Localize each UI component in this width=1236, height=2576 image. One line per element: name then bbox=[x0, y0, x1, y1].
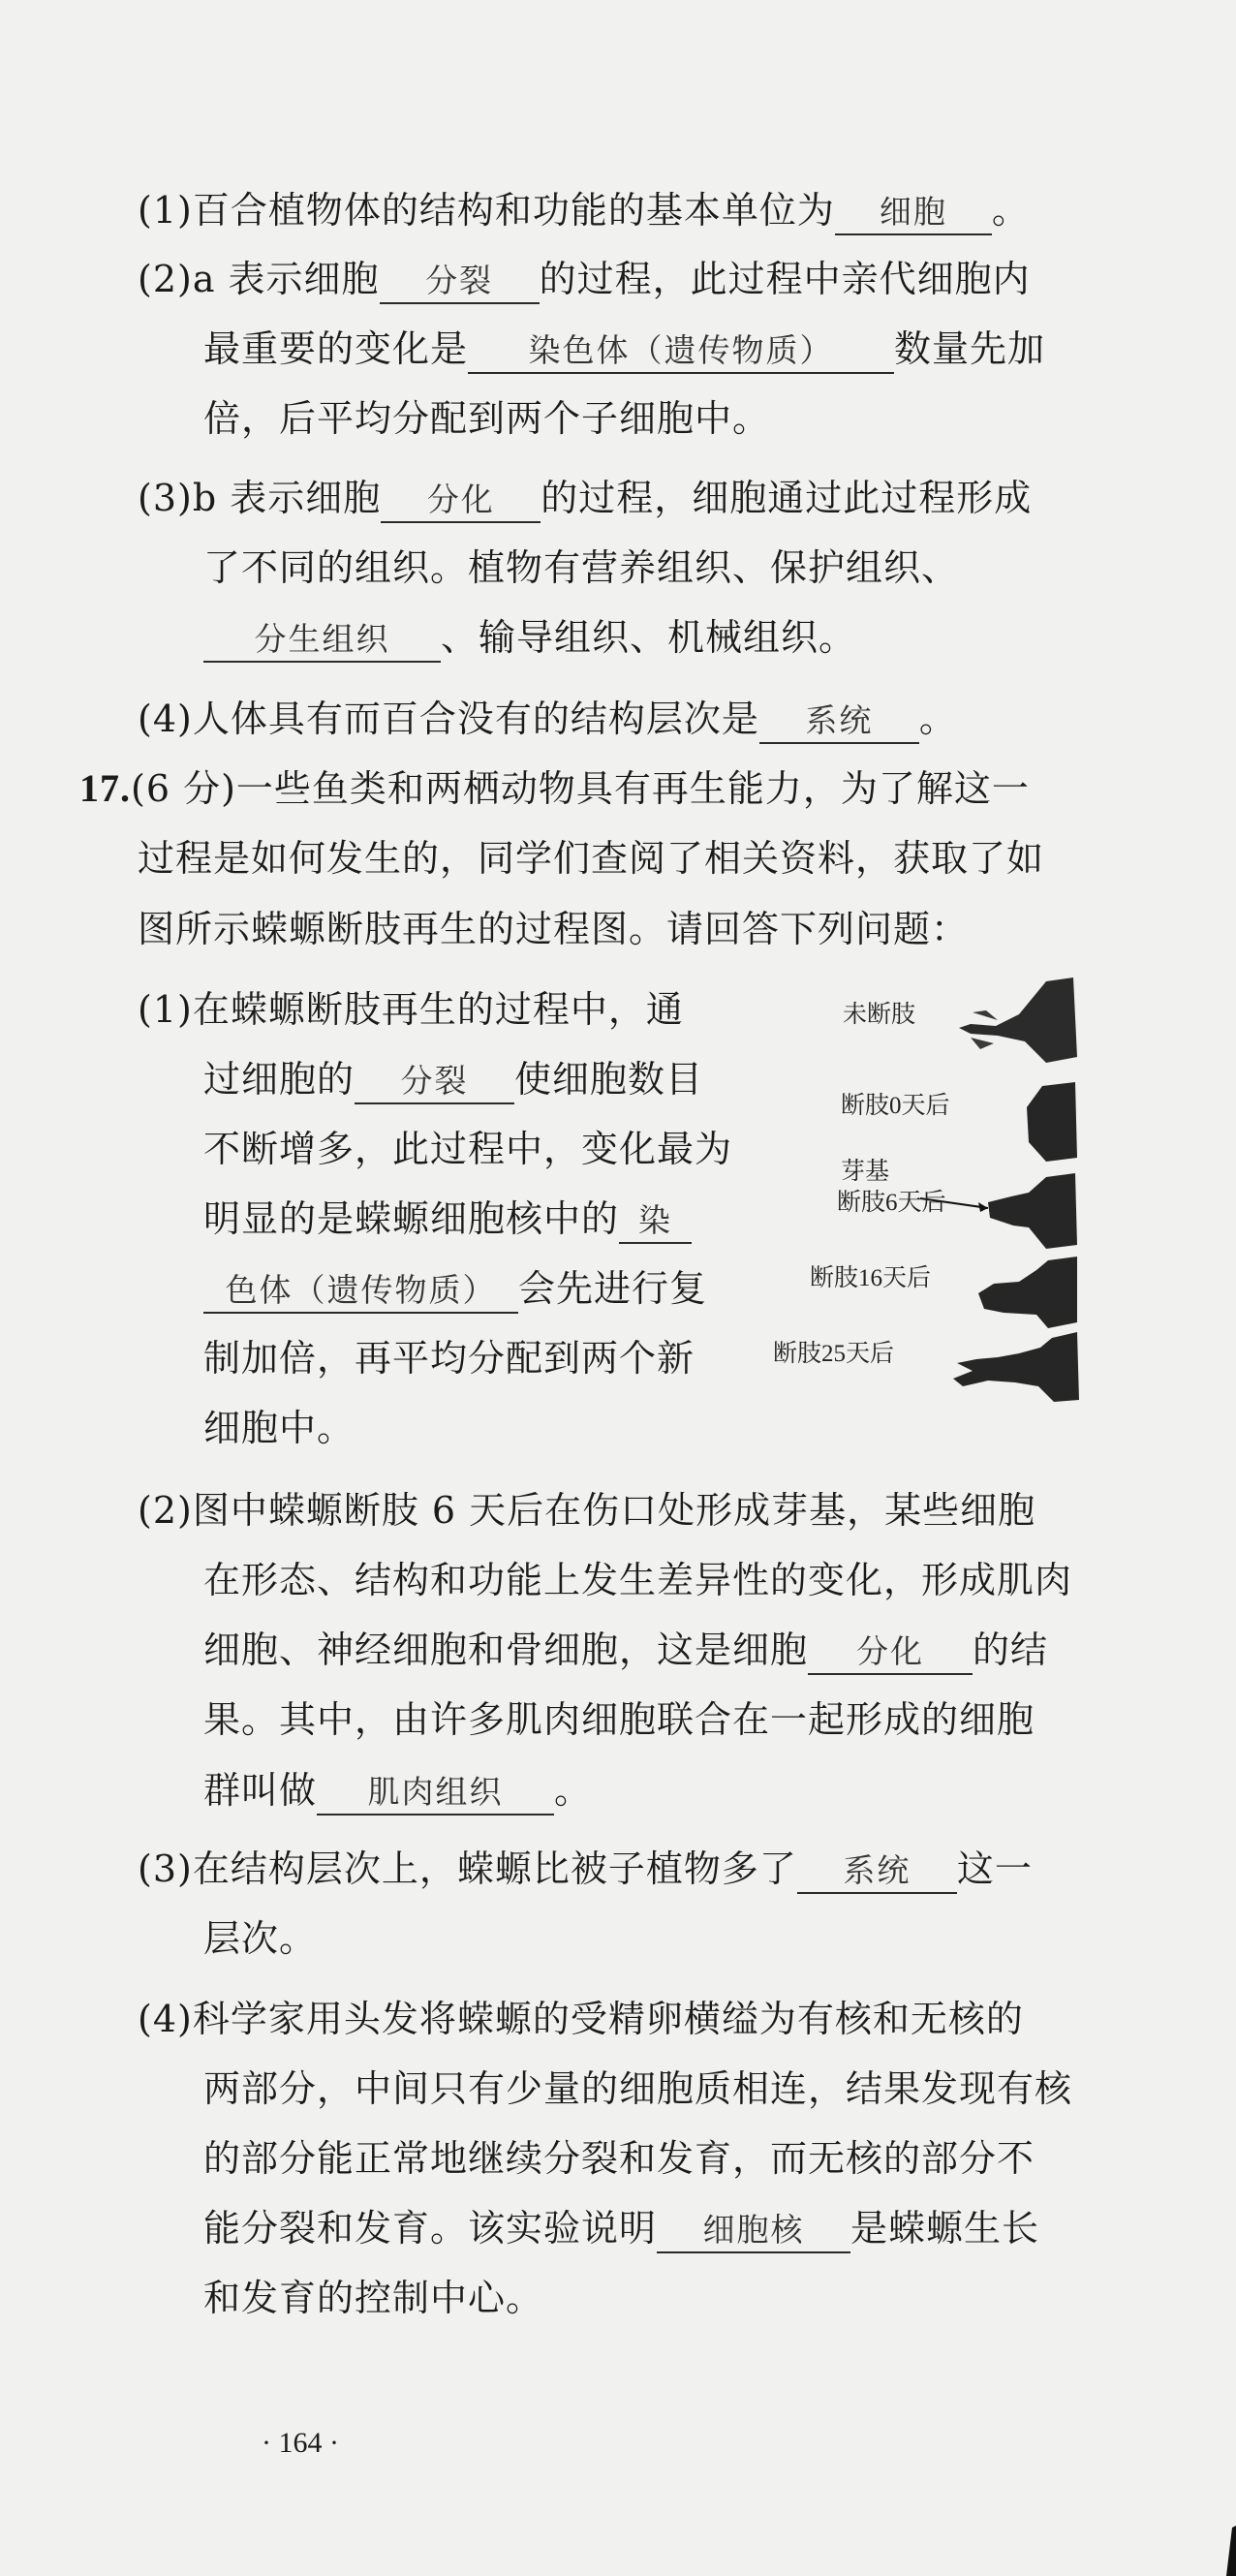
limb-regeneration-figure bbox=[765, 974, 1085, 1405]
figure-label-intact: 未断肢 bbox=[843, 1002, 916, 1028]
q17-4-line4 bbox=[203, 2205, 1039, 2253]
page-number: · 164 · bbox=[262, 2427, 339, 2459]
q17-3-line1 bbox=[138, 1846, 1033, 1894]
q17-3-line2: 层次。 bbox=[203, 1917, 318, 1960]
q17-3-text-b: 这一 bbox=[956, 1847, 1033, 1890]
q17-intro-line1 bbox=[79, 765, 1030, 812]
q17-4-answer: 细胞核 bbox=[657, 2209, 850, 2253]
q17-3-text-a: (3)在结构层次上，蝾螈比被子植物多了 bbox=[138, 1847, 797, 1890]
q16-3-line3 bbox=[203, 614, 856, 663]
q17-intro-line3: 图所示蝾螈断肢再生的过程图。请回答下列问题： bbox=[138, 908, 970, 950]
q17-1-line7: 细胞中。 bbox=[203, 1407, 355, 1449]
q16-4-answer: 系统 bbox=[759, 699, 919, 744]
q16-3-text-b: 的过程，细胞通过此过程形成 bbox=[541, 477, 1033, 519]
q16-2-text-a: (2)a 表示细胞 bbox=[138, 258, 380, 300]
q16-2-text-d: 数量先加 bbox=[894, 327, 1046, 370]
q17-4-line1: (4)科学家用头发将蝾螈的受精卵横缢为有核和无核的 bbox=[138, 1998, 1024, 2040]
q17-1-line5 bbox=[203, 1265, 707, 1314]
q17-intro-line2: 过程是如何发生的，同学们查阅了相关资料，获取了如 bbox=[138, 837, 1045, 880]
q16-1-answer: 细胞 bbox=[835, 191, 992, 235]
q17-2-answer1: 分化 bbox=[808, 1630, 973, 1675]
q17-4-text-b: 是蝾螈生长 bbox=[850, 2207, 1040, 2250]
q17-3-answer: 系统 bbox=[797, 1849, 957, 1894]
q17-2-answer2: 肌肉组织 bbox=[317, 1771, 554, 1816]
figure-label-day25: 断肢25天后 bbox=[773, 1341, 895, 1367]
q17-1-text-c: 明显的是蝾螈细胞核中的 bbox=[203, 1197, 620, 1240]
q17-4-text-a: 能分裂和发育。该实验说明 bbox=[203, 2207, 658, 2250]
q16-2-text-c: 最重要的变化是 bbox=[203, 327, 469, 370]
q17-2-line1: (2)图中蝾螈断肢 6 天后在伤口处形成芽基，某些细胞 bbox=[138, 1489, 1036, 1532]
question-number: 17. bbox=[79, 766, 131, 810]
q17-2-line2: 在形态、结构和功能上发生差异性的变化，形成肌肉 bbox=[203, 1559, 1073, 1601]
q16-1 bbox=[138, 187, 1030, 235]
q17-2-line3 bbox=[203, 1627, 1048, 1675]
q16-2-answer1: 分裂 bbox=[380, 260, 540, 304]
q17-2-line4: 果。其中，由许多肌肉细胞联合在一起形成的细胞 bbox=[203, 1698, 1035, 1741]
q16-3-line1 bbox=[138, 475, 1032, 523]
q16-1-end: 。 bbox=[991, 189, 1030, 232]
q16-2-answer2: 染色体（遗传物质） bbox=[468, 329, 894, 374]
q17-1-text-a: 过细胞的 bbox=[203, 1058, 355, 1101]
q17-1-answer1: 分裂 bbox=[355, 1060, 514, 1104]
q17-1-line1: (1)在蝾螈断肢再生的过程中，通 bbox=[138, 988, 684, 1031]
q16-3-line2: 了不同的组织。植物有营养组织、保护组织、 bbox=[203, 546, 960, 589]
q16-3-text-a: (3)b 表示细胞 bbox=[138, 477, 382, 519]
q16-3-text-c: 、输导组织、机械组织。 bbox=[441, 616, 857, 659]
q16-4-end: 。 bbox=[918, 698, 957, 740]
q17-4-line3: 的部分能正常地继续分裂和发育，而无核的部分不 bbox=[203, 2137, 1035, 2180]
q16-4-text: (4)人体具有而百合没有的结构层次是 bbox=[138, 698, 759, 740]
q17-1-line3: 不断增多，此过程中，变化最为 bbox=[203, 1128, 733, 1170]
q16-4 bbox=[138, 696, 957, 744]
q17-1-line6: 制加倍，再平均分配到两个新 bbox=[203, 1337, 695, 1380]
q16-3-answer1: 分化 bbox=[381, 479, 541, 523]
q17-1-text-b: 使细胞数目 bbox=[514, 1058, 704, 1101]
figure-label-day6: 断肢6天后 bbox=[837, 1190, 946, 1216]
q16-2-line2 bbox=[203, 326, 1045, 374]
q17-intro-text1: (6 分)一些鱼类和两栖动物具有再生能力，为了解这一 bbox=[131, 767, 1030, 810]
figure-label-blastema: 芽基 bbox=[841, 1159, 890, 1185]
q17-1-answer2-part2: 色体（遗传物质） bbox=[203, 1269, 518, 1314]
figure-label-day16: 断肢16天后 bbox=[810, 1265, 932, 1291]
q17-4-line2: 两部分，中间只有少量的细胞质相连，结果发现有核 bbox=[203, 2067, 1073, 2110]
q16-2-line3: 倍，后平均分配到两个子细胞中。 bbox=[203, 397, 771, 440]
q16-2-text-b: 的过程，此过程中亲代细胞内 bbox=[539, 258, 1031, 300]
q17-1-answer2-part1: 染 bbox=[619, 1199, 692, 1244]
q17-1-line2 bbox=[203, 1056, 703, 1104]
q17-1-line4 bbox=[203, 1195, 692, 1244]
q17-2-line5 bbox=[203, 1767, 592, 1816]
q17-1-text-d: 会先进行复 bbox=[518, 1267, 708, 1310]
q16-3-answer2: 分生组织 bbox=[203, 618, 441, 663]
q16-1-text: (1)百合植物体的结构和功能的基本单位为 bbox=[138, 189, 835, 232]
q17-4-line5: 和发育的控制中心。 bbox=[203, 2277, 544, 2319]
q17-2-text-a: 细胞、神经细胞和骨细胞，这是细胞 bbox=[203, 1629, 809, 1671]
page-edge-mark bbox=[1222, 2518, 1236, 2576]
q16-2-line1 bbox=[138, 256, 1031, 304]
figure-label-day0: 断肢0天后 bbox=[841, 1093, 950, 1119]
q17-2-text-c: 群叫做 bbox=[203, 1769, 318, 1812]
q17-2-text-d: 。 bbox=[554, 1769, 593, 1812]
q17-2-text-b: 的结 bbox=[973, 1629, 1049, 1671]
